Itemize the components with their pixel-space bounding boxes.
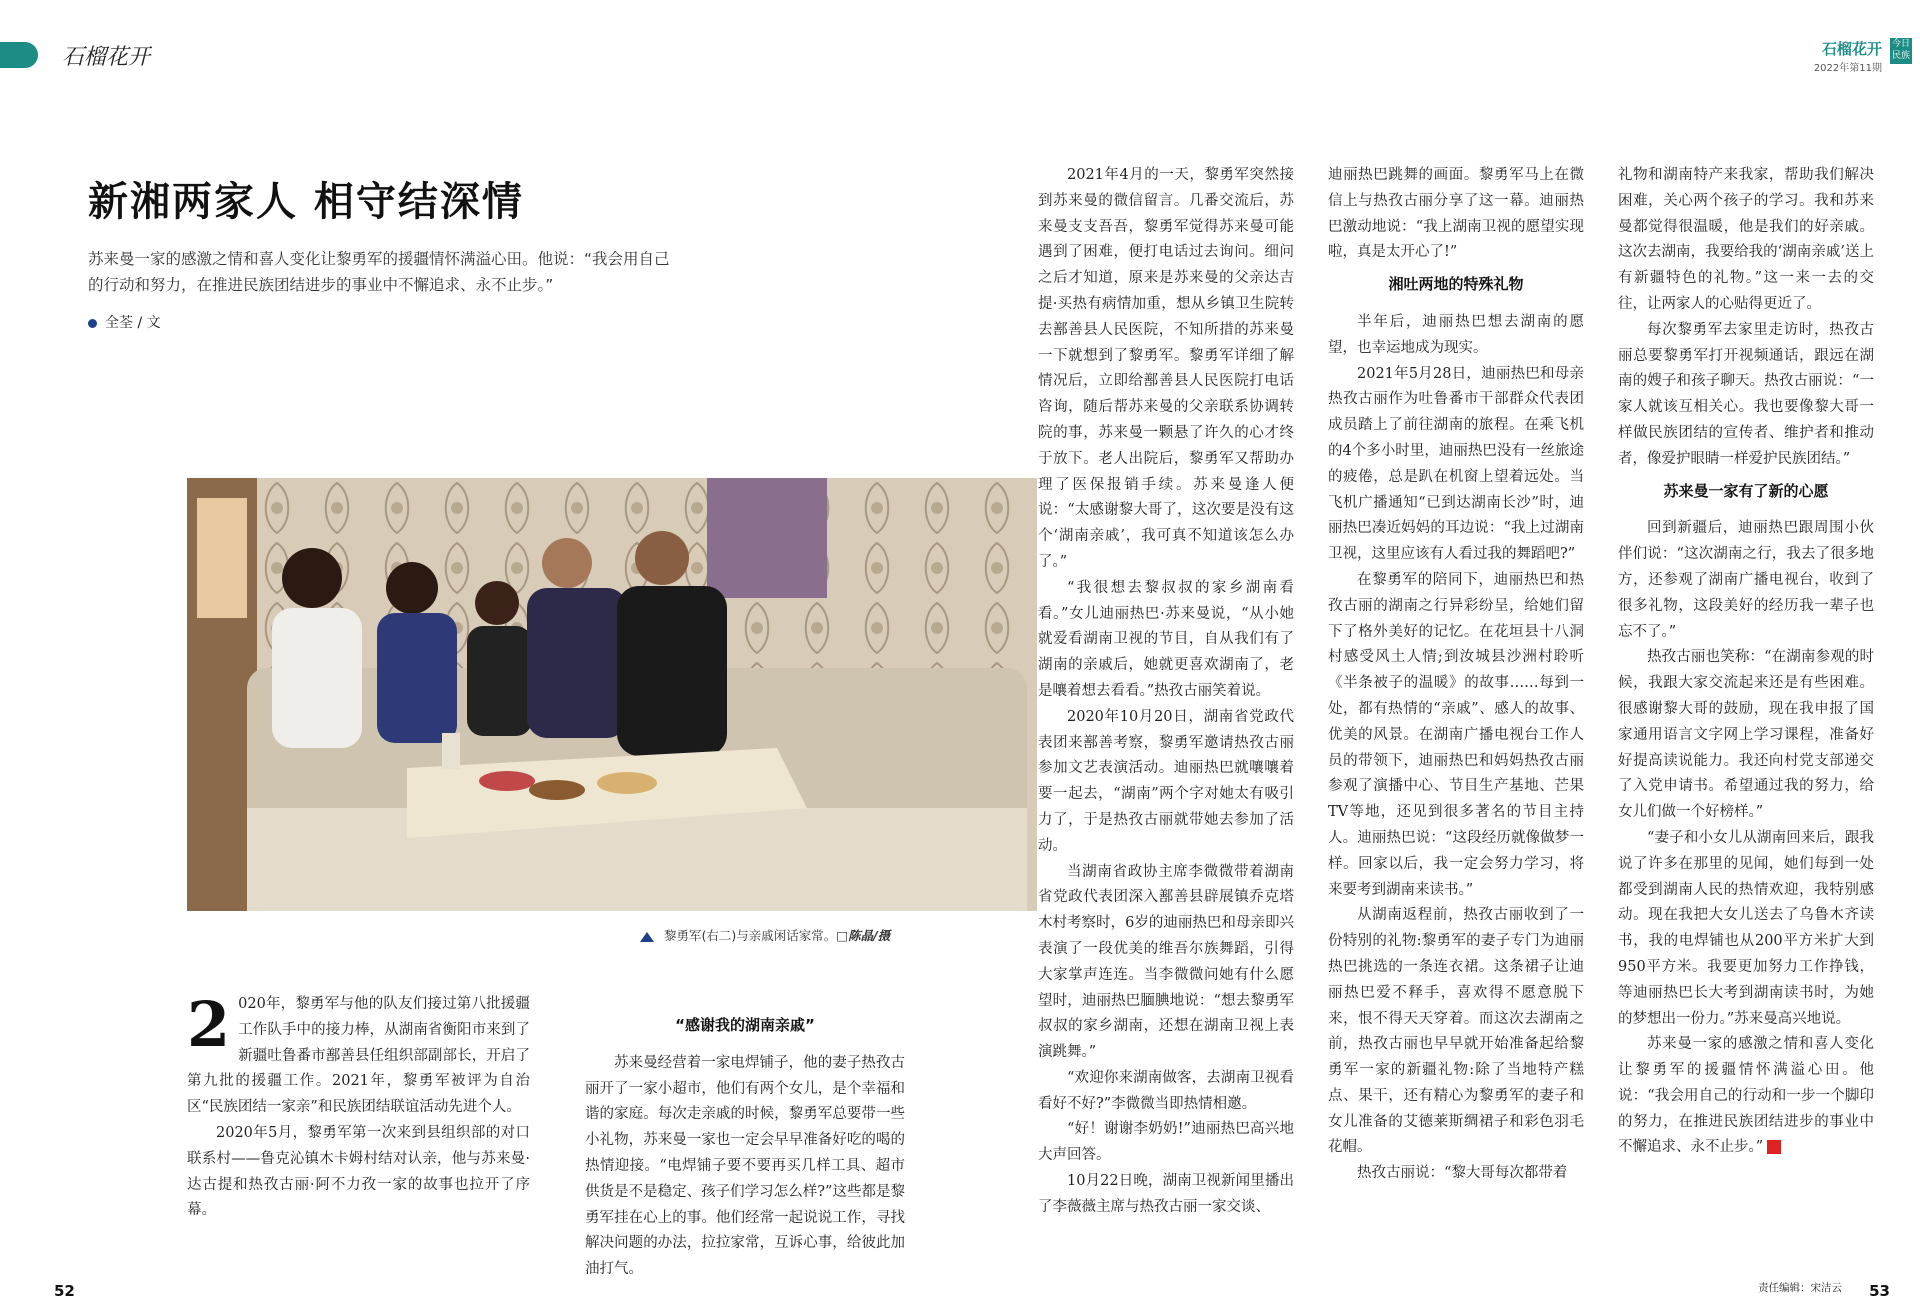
paragraph: “我很想去黎叔叔的家乡湖南看看。”女儿迪丽热巴·苏来曼说，“从小她就爱看湖南卫视的节目，自从我们有了湖南的亲戚后，她就更喜欢湖南了，老是嚷着想去看看。”热孜古丽笑着说。 <box>1038 579 1294 699</box>
running-header <box>1814 38 1882 74</box>
issue-number: 2022年第11期 <box>1813 63 1882 74</box>
body-column-3 <box>1038 163 1294 1221</box>
paragraph: “妻子和小女儿从湖南回来后，跟我说了许多在那里的见闻，她们每到一处都受到湖南人民的热情欢迎，我特别感动。现在我把大女儿送去了乌鲁木齐读书，我的电焊铺也从200平方米扩大到950平方米。我要更加努力工作挣钱，等迪丽热巴长大考到湖南读书时，为她的梦想出一份力。”苏来曼高兴地说。 <box>1618 829 1874 1027</box>
paragraph: 苏来曼经营着一家电焊铺子，他的妻子热孜古丽开了一家小超市，他们有两个女儿，是个幸福和谐的家庭。每次走亲戚的时候，黎勇军总要带一些小礼物，苏来曼一家也一定会早早准备好吃的喝的热情迎接。“电焊铺子要不要再买几样工具、超市供货是不是稳定、孩子们学习怎么样?”这些都是黎勇军挂在心上的事。他们经常一起说说工作，寻找解决问题的办法，拉拉家常，互诉心事，给彼此加油打气。 <box>585 1054 905 1278</box>
photo-credit: □陈晶/摄 <box>836 928 891 943</box>
paragraph-text: 苏来曼一家的感激之情和喜人变化让黎勇军的援疆情怀满溢心田。他说：“我会用自己的行动和一步一个脚印的努力，在推进民族团结进步的事业中不懈追求、永不止步。” <box>1618 1036 1874 1156</box>
paragraph: “欢迎你来湖南做客，去湖南卫视看看好不好?”李微微当即热情相邀。 <box>1038 1069 1294 1112</box>
paragraph: 在黎勇军的陪同下，迪丽热巴和热孜古丽的湖南之行异彩纷呈，给她们留下了格外美好的记忆。在花垣县十八洞村感受风土人情;到汝城县沙洲村聆听《半条被子的温暖》的故事……每到一处，都有热情的“亲戚”、感人的故事、优美的风景。在湖南广播电视台工作人员的带领下，迪丽热巴和妈妈热孜古丽参观了演播中心、节目生产基地、芒果TV等地，还见到很多著名的节目主持人。迪丽热巴说：“这段经历就像做梦一样。回家以后，我一定会努力学习，将来要考到湖南来读书。” <box>1328 571 1584 898</box>
caption-triangle-icon <box>640 932 654 942</box>
section-heading: “感谢我的湖南亲戚” <box>675 1016 815 1034</box>
paragraph: 2021年4月的一天，黎勇军突然接到苏来曼的微信留言。几番交流后，苏来曼支支吾吾，黎勇军觉得苏来曼可能遇到了困难，便打电话过去询问。细问之后才知道，原来是苏来曼的父亲达吉提·买热有病情加重，想从乡镇卫生院转去鄯善县人民医院，不知所措的苏来曼一下就想到了黎勇军。黎勇军详细了解情况后，立即给鄯善县人民医院打电话咨询，随后帮苏来曼的父亲联系协调转院的事，苏来曼一颗悬了许久的心才终于放下。老人出院后，黎勇军又帮助办理了医保报销手续。苏来曼逢人便说：“太感谢黎大哥了，这次要是没有这个‘湖南亲戚’，我可真不知道该怎么办了。” <box>1038 167 1294 570</box>
body-column-5 <box>1618 163 1874 1161</box>
section-heading: 湘吐两地的特殊礼物 <box>1388 275 1524 294</box>
paragraph: 热孜古丽说：“黎大哥每次都带着 <box>1357 1165 1568 1182</box>
section-heading: 苏来曼一家有了新的心愿 <box>1663 481 1829 500</box>
body-column-1 <box>187 988 530 1224</box>
drop-cap: 2 <box>187 988 231 1061</box>
paragraph: 从湖南返程前，热孜古丽收到了一份特别的礼物:黎勇军的妻子专门为迪丽热巴挑选的一条连衣裙。这条裙子让迪丽热巴爱不释手，喜欢得不愿意脱下来，恨不得天天穿着。而这次去湖南之前，热孜古丽也早早就开始准备起给黎勇军一家的新疆礼物:除了当地特产糕点、果干，还有精心为黎勇军的妻子和女儿准备的艾德莱斯绸裙子和彩色羽毛花帽。 <box>1328 907 1584 1156</box>
page-number-left: 52 <box>54 1282 75 1300</box>
article-lede: 苏来曼一家的感激之情和喜人变化让黎勇军的援疆情怀满溢心田。他说：“我会用自己的行动和努力，在推进民族团结进步的事业中不懈追求、永不止步。” <box>88 250 670 294</box>
bullet-icon <box>88 319 97 328</box>
body-column-2 <box>585 1007 905 1283</box>
paragraph: 当湖南省政协主席李微微带着湖南省党政代表团深入鄯善县辟展镇乔克塔木村考察时，6岁的迪丽热巴和母亲即兴表演了一段优美的维吾尔族舞蹈，引得大家掌声连连。当李微微问她有什么愿望时，迪丽热巴腼腆地说：“想去黎勇军叔叔的家乡湖南，还想在湖南卫视上表演跳舞。” <box>1038 863 1294 1061</box>
caption-text: 黎勇军(右二)与亲戚闲话家常。 <box>664 928 837 943</box>
section-name: 石榴花开 <box>62 45 151 70</box>
body-column-4 <box>1328 163 1584 1187</box>
article-photo <box>187 478 1037 911</box>
magazine-name: 石榴花开 <box>1821 40 1882 58</box>
page-number-right: 53 <box>1869 1282 1890 1300</box>
paragraph-text: 020年，黎勇军与他的队友们接过第八批援疆工作队手中的接力棒，从湖南省衡阳市来到了新疆吐鲁番市鄯善县任组织部副部长，开启了第九批的援疆工作。2021年，黎勇军被评为自治区“民族团结一家亲”和民族团结联谊活动先进个人。 <box>187 996 530 1116</box>
paragraph: 热孜古丽也笑称：“在湖南参观的时候，我跟大家交流起来还是有些困难。很感谢黎大哥的鼓励，现在我申报了国家通用语言文字网上学习课程，准备好好提高读说能力。我还向村党支部递交了入党申请书。希望通过我的努力，给女儿们做一个好榜样。” <box>1618 649 1874 821</box>
photo-caption <box>640 926 890 944</box>
editor-credit: 责任编辑：宋洁云 <box>1758 1282 1842 1294</box>
paragraph: 礼物和湖南特产来我家，帮助我们解决困难，关心两个孩子的学习。我和苏来曼都觉得很温暖，他是我们的好亲戚。这次去湖南，我要给我的‘湖南亲戚’送上有新疆特色的礼物。”这一来一去的交往，让两家人的心贴得更近了。 <box>1618 167 1874 312</box>
paragraph: 每次黎勇军去家里走访时，热孜古丽总要黎勇军打开视频通话，跟远在湖南的嫂子和孩子聊天。热孜古丽说：“一家人就该互相关心。我也要像黎大哥一样做民族团结的宣传者、维护者和推动者，像爱护眼睛一样爱护民族团结。” <box>1618 321 1874 467</box>
paragraph: 回到新疆后，迪丽热巴跟周围小伙伴们说：“这次湖南之行，我去了很多地方，还参观了湖南广播电视台，收到了很多礼物，这段美好的经历我一辈子也忘不了。” <box>1618 520 1874 640</box>
paragraph: 2020年5月，黎勇军第一次来到县组织部的对口联系村——鲁克沁镇木卡姆村结对认亲，他与苏来曼·达古提和热孜古丽·阿不力孜一家的故事也拉开了序幕。 <box>187 1124 530 1219</box>
paragraph: 迪丽热巴跳舞的画面。黎勇军马上在微信上与热孜古丽分享了这一幕。迪丽热巴激动地说：“我上湖南卫视的愿望实现啦，真是太开心了!” <box>1328 167 1584 261</box>
paragraph: 10月22日晚，湖南卫视新闻里播出了李薇薇主席与热孜古丽一家交谈、 <box>1038 1173 1294 1215</box>
paragraph <box>1618 1032 1874 1161</box>
magazine-logo: 今日民族 <box>1890 38 1912 64</box>
paragraph: 2021年5月28日，迪丽热巴和母亲热孜古丽作为吐鲁番市干部群众代表团成员踏上了前往湖南的旅程。在乘飞机的4个多小时里，迪丽热巴没有一丝旅途的疲倦，总是趴在机窗上望着远处。当飞机广播通知“已到达湖南长沙”时，迪丽热巴凑近妈妈的耳边说：“我上过湖南卫视，这里应该有人看过我的舞蹈吧?” <box>1328 365 1584 563</box>
article-title: 新湘两家人 相守结深情 <box>88 179 524 225</box>
author-name: 全荃 / 文 <box>105 315 161 331</box>
end-mark-icon <box>1767 1140 1781 1154</box>
author-byline <box>88 312 161 332</box>
paragraph: “好！谢谢李奶奶!”迪丽热巴高兴地大声回答。 <box>1038 1121 1294 1164</box>
paragraph: 2020年10月20日，湖南省党政代表团来鄯善考察，黎勇军邀请热孜古丽参加文艺表演活动。迪丽热巴就嚷嚷着要一起去，“湖南”两个字对她太有吸引力了，于是热孜古丽就带她去参加了活动。 <box>1038 708 1294 854</box>
section-color-tab <box>0 42 38 68</box>
family-photo-illustration <box>187 478 1037 911</box>
paragraph: 半年后，迪丽热巴想去湖南的愿望，也幸运地成为现实。 <box>1328 313 1584 356</box>
paragraph <box>187 988 530 1121</box>
